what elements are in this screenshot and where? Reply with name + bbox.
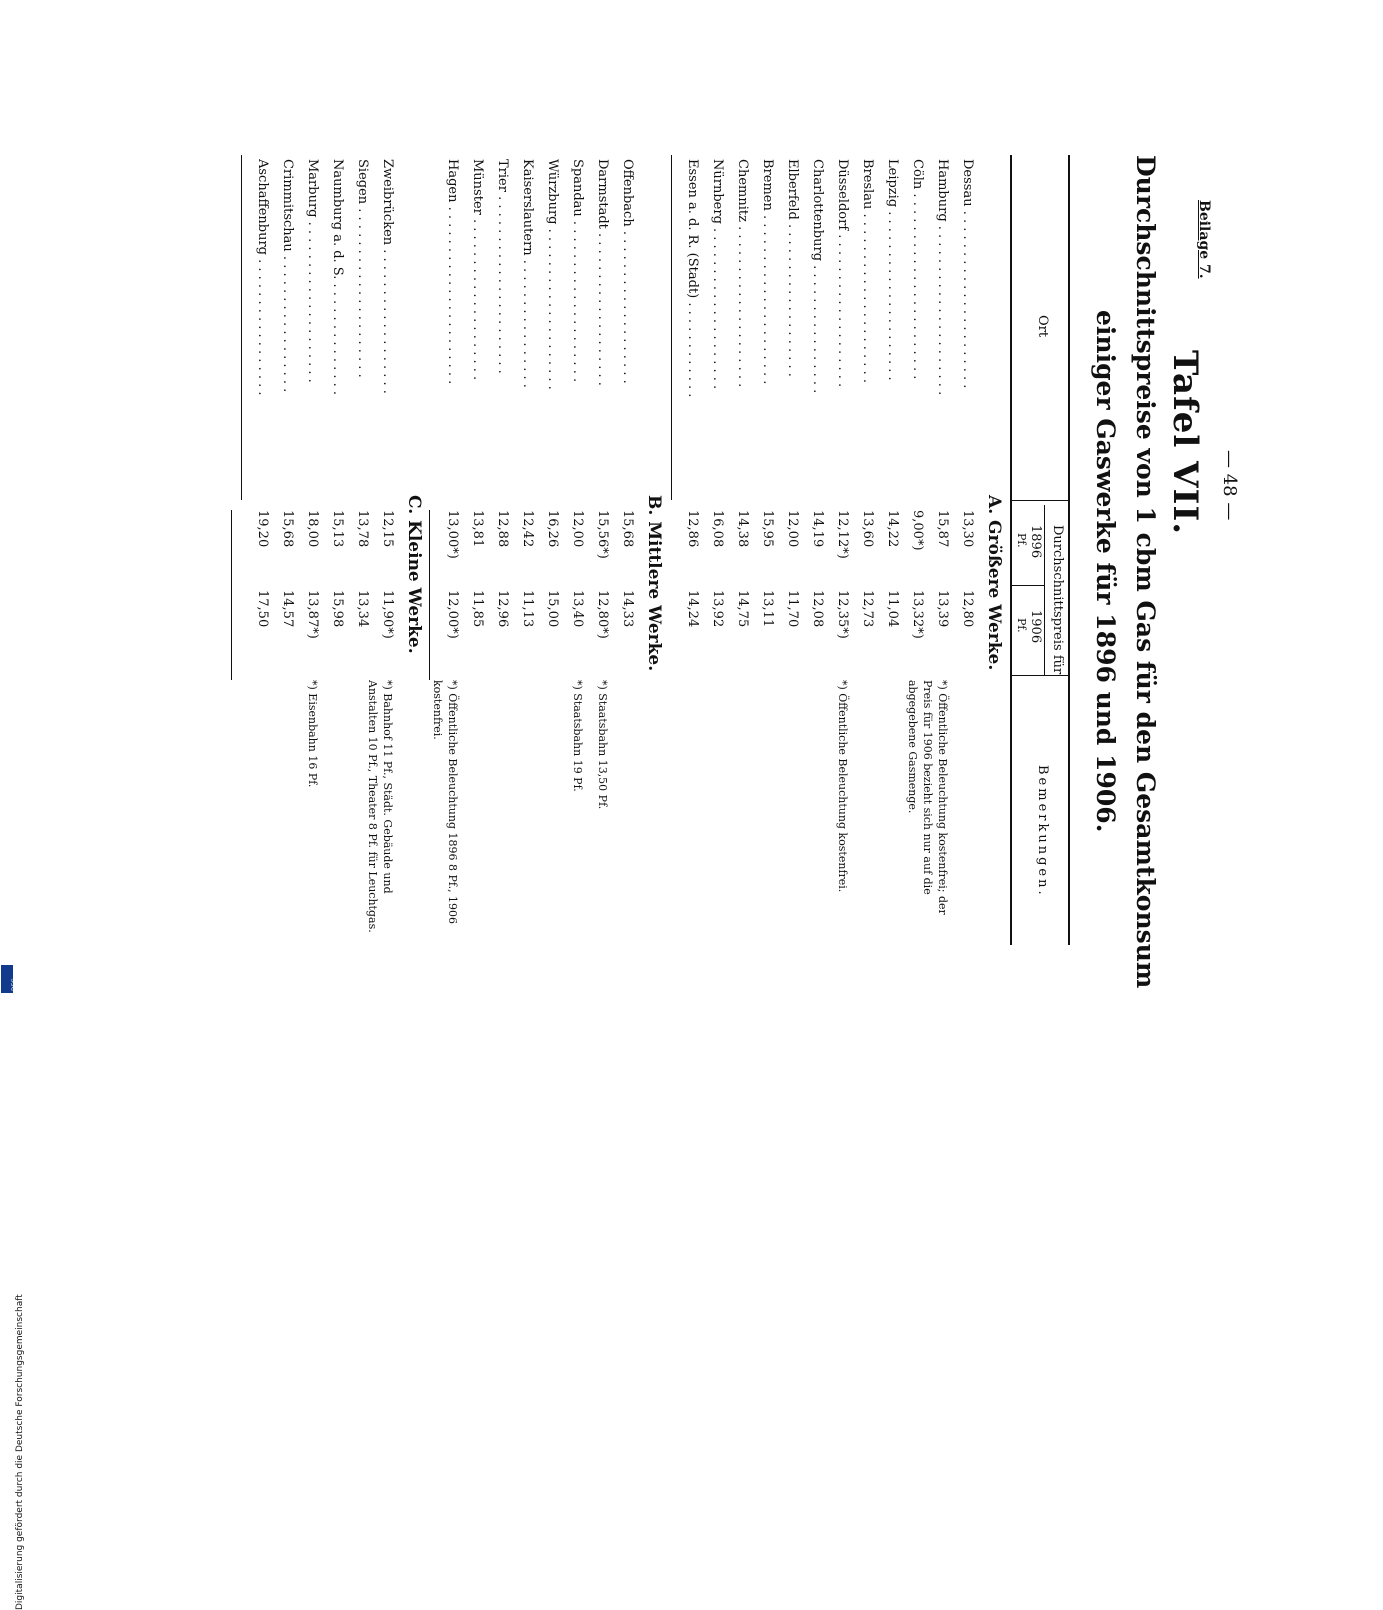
price-1906: 12,00*) (445, 590, 460, 639)
table-row (950, 155, 975, 945)
section-b-end-rule (429, 510, 430, 680)
price-1896: 16,08 (710, 510, 725, 548)
price-1906: 11,13 (520, 590, 535, 628)
city-name: Hamburg . . . . . . . . . . . . . . . . . . . . . (935, 159, 950, 396)
table-row (585, 155, 610, 945)
city-name: Elberfeld . . . . . . . . . . . . . . . . . . . (785, 159, 800, 377)
price-1896: 12,15 (380, 510, 395, 548)
city-name: Leipzig . . . . . . . . . . . . . . . . . . . . . (885, 159, 900, 381)
price-1896: 15,68 (280, 510, 295, 548)
table-row (610, 155, 635, 945)
price-1906: 13,92 (710, 590, 725, 628)
city-name: Cöln . . . . . . . . . . . . . . . . . . . . . . . (910, 159, 925, 380)
city-name: Bremen . . . . . . . . . . . . . . . . . . . . . (760, 159, 775, 385)
row-note: *) Öffentliche Beleuchtung kostenfrei. (836, 680, 849, 893)
table-row (295, 155, 320, 945)
table-row (245, 155, 270, 945)
city-name: Dessau . . . . . . . . . . . . . . . . . . . . . . (960, 159, 975, 389)
table-row (366, 155, 395, 945)
row-note: *) Öffentliche Beleuchtung kostenfrei; der Preis für 1906 bezieht sich nur auf die abgegebene Gasmenge. (906, 680, 949, 915)
price-1906: 12,73 (860, 590, 875, 628)
table-row (270, 155, 295, 945)
table-row (460, 155, 485, 945)
price-1906: 12,80*) (595, 590, 610, 639)
price-1906: 13,87*) (305, 590, 320, 639)
table-row (485, 155, 510, 945)
city-name: Hagen . . . . . . . . . . . . . . . . . . . . . . (445, 159, 460, 385)
city-name: Darmstadt . . . . . . . . . . . . . . . . . . . (595, 159, 610, 386)
table-row (345, 155, 370, 945)
price-1906: 13,40 (570, 590, 585, 628)
table-row (725, 155, 750, 945)
city-name: Offenbach . . . . . . . . . . . . . . . . . . . (620, 159, 635, 384)
table-row (800, 155, 825, 945)
city-name: Trier . . . . . . . . . . . . . . . . . . . . . . (495, 159, 510, 374)
price-1896: 13,81 (470, 510, 485, 548)
city-name: Siegen . . . . . . . . . . . . . . . . . . . . . (355, 159, 370, 378)
price-1906: 11,70 (785, 590, 800, 628)
price-1906: 12,35*) (835, 590, 850, 639)
bottom-rule (241, 155, 242, 500)
section-title: C. Kleine Werke. (404, 495, 424, 654)
price-1896: 19,20 (255, 510, 270, 548)
unit-1906: Pf. (1015, 618, 1028, 633)
header-1906: 1906 (1028, 610, 1043, 644)
beilage-label: Beilage 7. (1196, 200, 1212, 279)
section-a-end-rule (671, 155, 672, 500)
title-line-2: einiger Gaswerke für 1896 und 1906. (1091, 310, 1120, 833)
table-row (850, 155, 875, 945)
price-1906: 11,90*) (380, 590, 395, 639)
price-1896: 9,00*) (910, 510, 925, 551)
price-subrule (1044, 505, 1045, 675)
price-1906: 13,32*) (910, 590, 925, 639)
dfg-logo-text: DFG (11, 978, 18, 991)
top-rule (1068, 155, 1070, 945)
city-name: Aschaffenburg . . . . . . . . . . . . . . . . . (255, 159, 270, 396)
table-row (320, 155, 345, 945)
price-1906: 11,04 (885, 590, 900, 628)
digitization-credit-text: Digitalisierung gefördert durch die Deutsche Forschungsgemeinschaft (15, 1294, 25, 1610)
price-1906: 13,39 (935, 590, 950, 628)
price-1896: 14,38 (735, 510, 750, 548)
row-note: *) Bahnhof 11 Pf., Städt. Gebäude und Anstalten 10 Pf., Theater 8 Pf. für Leuchtgas. (366, 680, 394, 933)
section-title: B. Mittlere Werke. (644, 495, 664, 672)
table-row (560, 155, 585, 945)
price-1896: 15,68 (620, 510, 635, 548)
price-1906: 12,96 (495, 590, 510, 628)
price-1896: 13,78 (355, 510, 370, 548)
header-price: Durchschnittspreis für (1050, 525, 1065, 675)
price-1896: 12,00 (570, 510, 585, 548)
price-1896: 12,00 (785, 510, 800, 548)
price-1906: 17,50 (255, 590, 270, 628)
table-row (825, 155, 850, 945)
city-name: Spandau . . . . . . . . . . . . . . . . . . . . (570, 159, 585, 383)
city-name: Würzburg . . . . . . . . . . . . . . . . . . . . (545, 159, 560, 390)
header-1896: 1896 (1028, 525, 1043, 559)
city-name: Crimmitschau . . . . . . . . . . . . . . . . . (280, 159, 295, 393)
col-divider-ort (1010, 500, 1070, 501)
gas-price-table (200, 155, 1070, 945)
col-divider-price (1010, 585, 1045, 586)
city-name: Essen a. d. R. (Stadt) . . . . . . . . . . . . (685, 159, 700, 398)
price-1896: 15,56*) (595, 510, 610, 559)
price-1906: 13,11 (760, 590, 775, 628)
price-1906: 15,98 (330, 590, 345, 628)
city-name: Kaiserslautern . . . . . . . . . . . . . . . . (520, 159, 535, 388)
price-1906: 11,85 (470, 590, 485, 628)
price-1896: 13,60 (860, 510, 875, 548)
table-row (510, 155, 535, 945)
city-name: Chemnitz . . . . . . . . . . . . . . . . . . . . (735, 159, 750, 388)
table-row (750, 155, 775, 945)
row-note: *) Staatsbahn 19 Pf. (571, 680, 584, 792)
city-name: Naumburg a. d. S. . . . . . . . . . . . . . . (330, 159, 345, 396)
price-1896: 16,26 (545, 510, 560, 548)
unit-1896: Pf. (1015, 533, 1028, 548)
table-row (775, 155, 800, 945)
price-1896: 12,42 (520, 510, 535, 548)
table-row (675, 155, 700, 945)
price-bottom-rule (231, 510, 232, 680)
city-name: Düsseldorf . . . . . . . . . . . . . . . . . . . (835, 159, 850, 388)
price-1906: 12,80 (960, 590, 975, 628)
price-1896: 13,30 (960, 510, 975, 548)
section-title: A. Größere Werke. (984, 495, 1004, 671)
price-1896: 13,00*) (445, 510, 460, 559)
price-1906: 14,33 (620, 590, 635, 628)
price-1896: 14,19 (810, 510, 825, 548)
price-1896: 12,86 (685, 510, 700, 548)
city-name: Zweibrücken . . . . . . . . . . . . . . . . . . (380, 159, 395, 394)
price-1896: 12,12*) (835, 510, 850, 559)
table-row (535, 155, 560, 945)
price-1906: 14,75 (735, 590, 750, 628)
city-name: Breslau . . . . . . . . . . . . . . . . . . . . . (860, 159, 875, 383)
digitization-credit (1, 610, 25, 1610)
price-1906: 13,34 (355, 590, 370, 628)
table-number: Tafel VII. (1165, 350, 1205, 536)
price-1906: 15,00 (545, 590, 560, 628)
row-note: *) Staatsbahn 13,50 Pf. (596, 680, 609, 810)
header-notes: Bemerkungen. (1035, 765, 1050, 898)
city-name: Marburg . . . . . . . . . . . . . . . . . . . . (305, 159, 320, 383)
table-row (431, 155, 460, 945)
row-note: *) Öffentliche Beleuchtung 1896 8 Pf., 1906 kostenfrei. (431, 680, 459, 925)
table-row (875, 155, 900, 945)
table-row (900, 155, 925, 945)
table-row (700, 155, 725, 945)
col-divider-notes (1010, 675, 1070, 676)
price-1896: 14,22 (885, 510, 900, 548)
price-1896: 15,13 (330, 510, 345, 548)
title-line-1: Durchschnittspreise von 1 cbm Gas für den Gesamtkonsum (1131, 155, 1160, 989)
price-1906: 12,08 (810, 590, 825, 628)
city-name: Nürnberg . . . . . . . . . . . . . . . . . . . . (710, 159, 725, 390)
price-1896: 15,87 (935, 510, 950, 548)
header-ort: Ort (1035, 315, 1050, 338)
rotated-document-page (140, 50, 1260, 989)
price-1896: 15,95 (760, 510, 775, 548)
city-name: Münster . . . . . . . . . . . . . . . . . . . . (470, 159, 485, 381)
price-1896: 12,88 (495, 510, 510, 548)
price-1906: 14,57 (280, 590, 295, 628)
price-1906: 14,24 (685, 590, 700, 628)
page-number: — 48 — (1219, 450, 1240, 521)
row-note: *) Eisenbahn 16 Pf. (306, 680, 319, 788)
header-rule (1010, 155, 1012, 945)
dfg-logo (1, 965, 18, 993)
price-1896: 18,00 (305, 510, 320, 548)
city-name: Charlottenburg . . . . . . . . . . . . . . . . (810, 159, 825, 394)
